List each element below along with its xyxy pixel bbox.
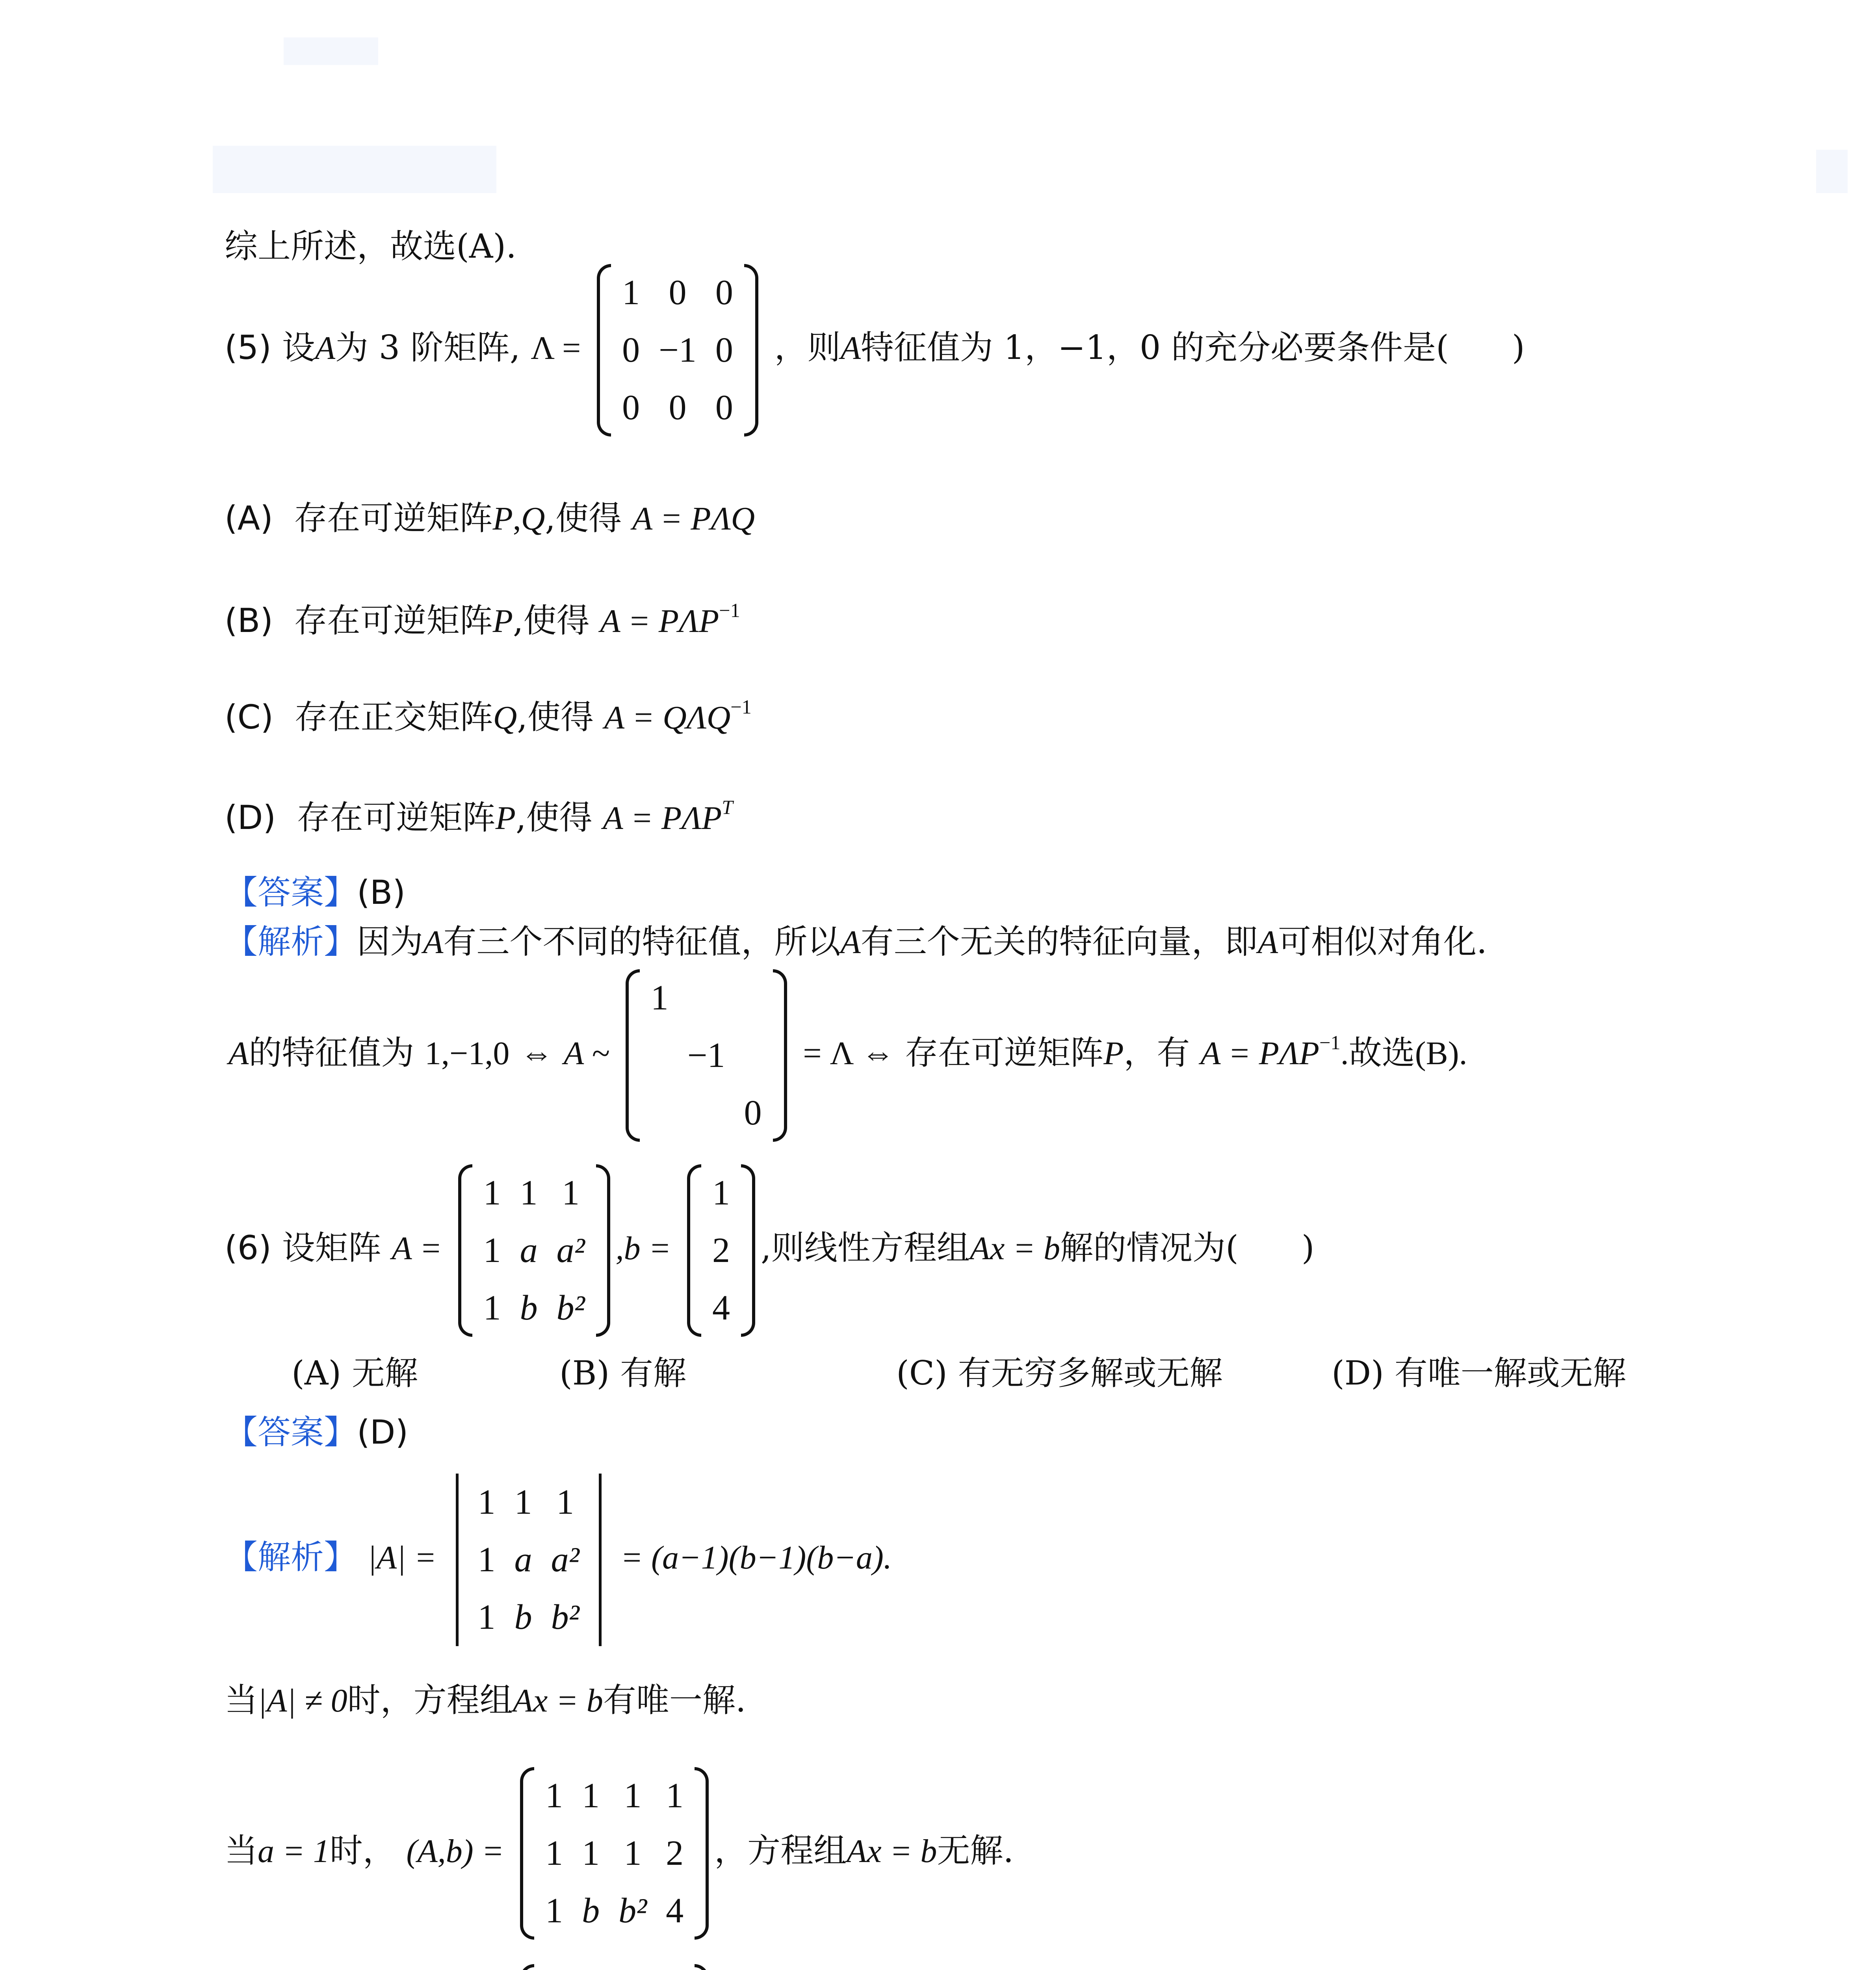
q5-lambda-matrix: 1 0 0 0 −1 0 0 0 0: [597, 264, 758, 437]
q6-choices: [284, 1351, 1662, 1399]
header-band: [213, 146, 496, 193]
q6-case1-matrix: 1 1 1 1 1 1 1 2 1 b b² 4: [520, 1767, 709, 1940]
q5-option-c: (C) 存在正交矩阵Q,使得 $A = Q\Lambda Q^{-1}$: [225, 696, 752, 736]
q6-case-b-eq-1: [225, 1964, 1014, 1970]
q6-question: (6) 设矩阵 A = 1 1 1 1 a a² 1 b b² ,b = 1 2 4 ,则线性方程组Ax = b解的情况为( ): [225, 1164, 1315, 1337]
q6-choice-c: (C) 有无穷多解或无解: [896, 1354, 1223, 1392]
q6-case2-matrix: [520, 1964, 709, 1970]
q6-choice-b: (B) 有解: [559, 1354, 686, 1392]
q5-option-b: (B) 存在可逆矩阵P,使得 $A = P\Lambda P^{-1}$: [225, 599, 740, 640]
q6-choice-a: (A) 无解: [292, 1354, 418, 1392]
q6-answer: 【答案】(D): [225, 1413, 409, 1451]
q6-analysis-det: 【解析】 |A| = 1 1 1 1 a a² 1 b b² = (a−1)(b−1)(b−a).: [225, 1474, 892, 1646]
q5-question: (5) 设A为 3 阶矩阵, Λ = 1 0 0 0 −1 0 0 0 0 ，则A特征值为 1，−1，0 的充分必要条件是( ): [225, 264, 1525, 437]
q6-determinant: 1 1 1 1 a a² 1 b b²: [453, 1474, 605, 1646]
header-logo-block: [284, 37, 378, 65]
q5-analysis-line1: 【解析】因为A有三个不同的特征值，所以A有三个无关的特征向量，即A可相似对角化.: [225, 922, 1487, 961]
q6-analysis-cond1: 当|A| ≠ 0时，方程组Ax = b有唯一解.: [225, 1681, 746, 1719]
header-corner-mark: [1816, 150, 1848, 193]
q6-case-a-eq-1: 当a = 1时， (A,b) = 1 1 1 1 1 1 1 2 1 b b² 4 ，方程组Ax = b无解.: [225, 1767, 1014, 1940]
q6-matrix-a: 1 1 1 1 a a² 1 b b²: [458, 1164, 610, 1337]
q6-choice-d: (D) 有唯一解或无解: [1332, 1354, 1626, 1392]
q5-answer: 【答案】(B): [225, 873, 406, 912]
q5-option-d: (D) 存在可逆矩阵P,使得 $A = P\Lambda P^T$: [225, 796, 733, 837]
q6-vector-b: 1 2 4: [687, 1164, 755, 1337]
intro-line: 综上所述，故选(A).: [225, 227, 516, 266]
q5-option-a: (A) 存在可逆矩阵P,Q,使得 A = PΛQ: [225, 499, 755, 537]
q5-diag-matrix: 1 −1 0: [626, 969, 787, 1142]
q5-analysis-line2: A的特征值为 1,−1,0 ⇔ A ~ 1 −1 0 = Λ ⇔ 存在可逆矩阵P，有 $A = P\Lambda P^{-1}$.故选(B).: [228, 969, 1467, 1142]
